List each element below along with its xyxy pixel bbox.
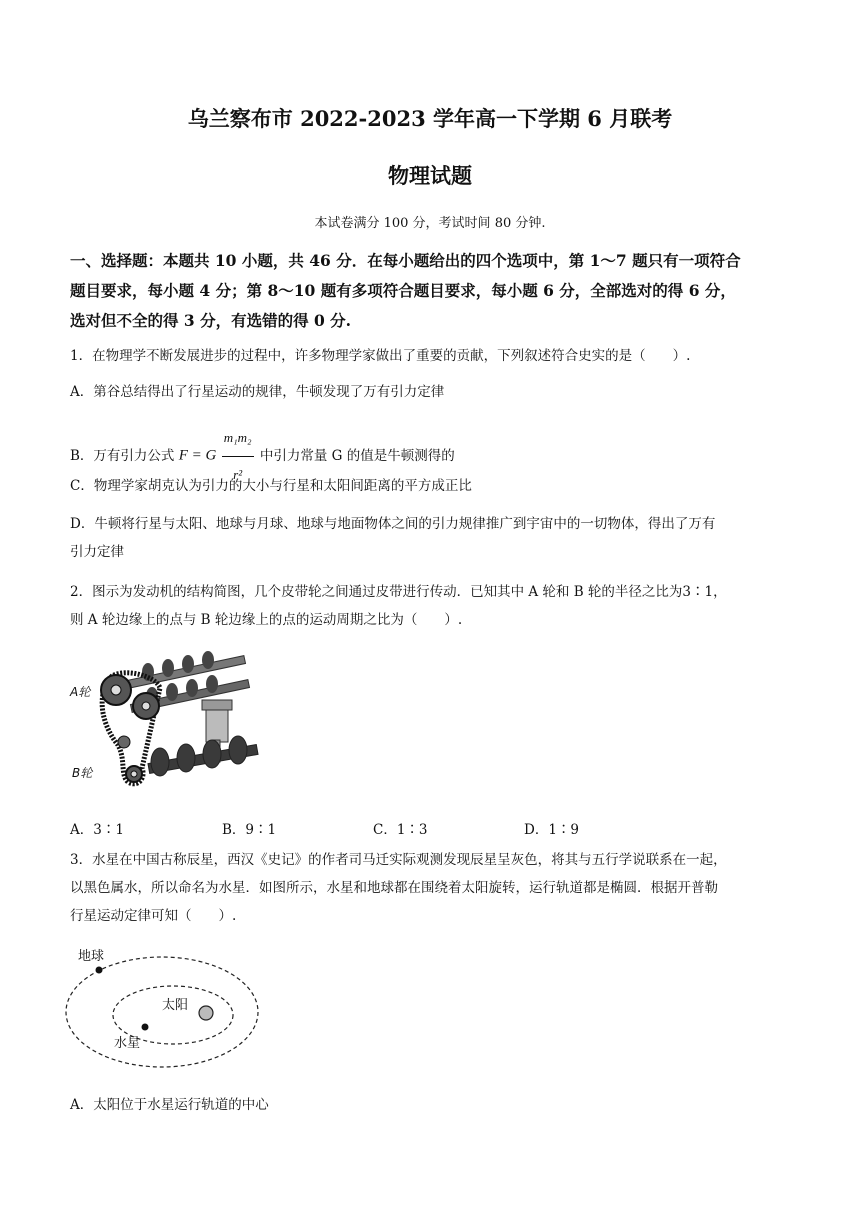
orbit-figure — [60, 940, 270, 1075]
section-line-1: 一、选择题：本题共 10 小题，共 46 分．在每小题给出的四个选项中，第 1～7 题只有一项符合 — [70, 251, 741, 270]
label-wheel-b: B轮 — [72, 766, 93, 780]
section-line-2: 题目要求，每小题 4 分；第 8～10 题有多项符合题目要求，每小题 6 分，全部选对的得 6 分， — [70, 281, 736, 300]
q2-option-c: C．1∶3 — [373, 822, 428, 838]
engine-figure — [68, 650, 268, 800]
label-sun: 太阳 — [162, 998, 189, 1013]
formula-left: F = G — [178, 447, 217, 464]
q3-line-3: 行星运动定律可知（ ）. — [70, 908, 237, 924]
q1-stem: 1．在物理学不断发展进步的过程中，许多物理学家做出了重要的贡献，下列叙述符合史实的是（ ）. — [70, 348, 691, 364]
q1-option-a: A．第谷总结得出了行星运动的规律，牛顿发现了万有引力定律 — [70, 384, 445, 400]
formula-denominator: r² — [233, 467, 243, 482]
section-instructions — [70, 246, 800, 336]
mercury-dot — [142, 1024, 149, 1031]
q1-option-d-line-1: D．牛顿将行星与太阳、地球与月球、地球与地面物体之间的引力规律推广到宇宙中的一切物体，得出了万有 — [70, 516, 716, 532]
q2-option-b: B．9∶1 — [222, 822, 277, 838]
q3-line-2: 以黑色属水，所以命名为水星．如图所示，水星和地球都在围绕着太阳旋转，运行轨道都是椭圆．根据开普勒 — [70, 880, 718, 896]
q1-option-d — [70, 510, 800, 566]
q1-option-b-prefix: B．万有引力公式 — [70, 448, 175, 464]
q2-line-1: 2．图示为发动机的结构简图，几个皮带轮之间通过皮带进行传动．已知其中 A 轮和 B 轮的半径之比为3∶1， — [70, 584, 727, 600]
q2-option-d: D．1∶9 — [524, 822, 580, 838]
earth-dot — [96, 967, 103, 974]
formula-numerator: m₁m₂ — [222, 420, 254, 457]
q3-option-a: A．太阳位于水星运行轨道的中心 — [70, 1097, 269, 1113]
label-wheel-a: A轮 — [70, 685, 91, 699]
exam-subtitle: 物理试题 — [388, 163, 472, 188]
q1-option-d-line-2: 引力定律 — [70, 544, 124, 560]
q1-option-c: C．物理学家胡克认为引力的大小与行星和太阳间距离的平方成正比 — [70, 478, 472, 494]
exam-title: 乌兰察布市 2022-2023 学年高一下学期 6 月联考 — [187, 106, 673, 131]
q2-stem — [70, 578, 800, 634]
q2-line-2: 则 A 轮边缘上的点与 B 轮边缘上的点的运动周期之比为（ ）. — [70, 612, 463, 628]
q3-stem — [70, 846, 800, 930]
exam-note: 本试卷满分 100 分，考试时间 80 分钟. — [314, 216, 546, 231]
label-mercury: 水星 — [114, 1036, 141, 1051]
label-earth: 地球 — [78, 949, 105, 964]
q3-line-1: 3．水星在中国古称辰星，西汉《史记》的作者司马迁实际观测发现辰星呈灰色，将其与五行学说联系在一起， — [70, 852, 727, 868]
q1-option-b-suffix: 中引力常量 G 的值是牛顿测得的 — [259, 448, 455, 464]
sun-dot — [199, 1006, 213, 1020]
engine-diagram — [68, 650, 268, 800]
q2-option-a: A．3∶1 — [70, 822, 124, 838]
section-line-3: 选对但不全的得 3 分，有选错的得 0 分. — [70, 311, 352, 330]
